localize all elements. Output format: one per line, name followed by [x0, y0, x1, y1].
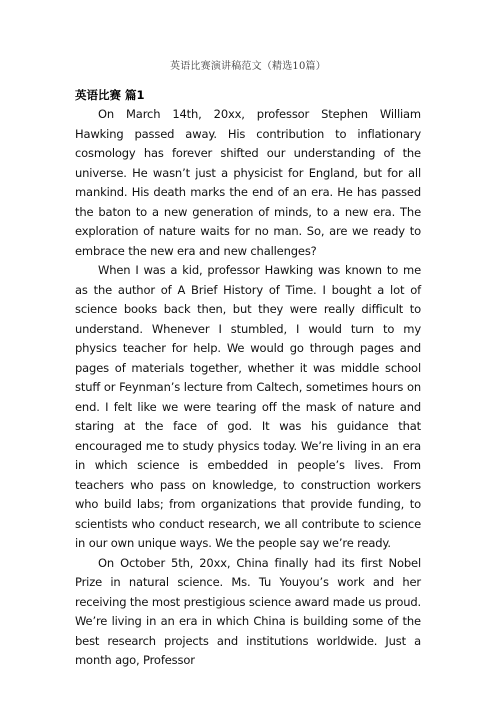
paragraph: On October 5th, 20xx, China finally had its first Nobel Prize in natural science. Ms. Tu Youyou’s work and her receiving the most prestigious science award made us proud. We’re living in an era in which China is building some of the best research projects and institutions worldwide. Just a month ago, Professor — [75, 555, 421, 667]
paragraph: On March 14th, 20xx, professor Stephen William Hawking passed away. His contribution to inflationary cosmology has forever shifted our understanding of the universe. He wasn’t just a physicist for England, but for all mankind. His death marks the end of an era. He has passed the baton to a new generation of minds, to a new era. The exploration of nature waits for no man. So, are we ready to embrace the new era and new challenges? — [75, 107, 421, 258]
paragraph: When I was a kid, professor Hawking was known to me as the author of A Brief History of Time. I bought a lot of science books back then, but they were really difficult to understand. Whenever I stumbled, I would turn to my physics teacher for help. We would go through pages and pages of materials together, whether it was middle school stuff or Feynman’s lecture from Caltech, sometimes hours on end. I felt like we were tearing off the mask of nature and staring at the face of god. It was his guidance that encouraged me to study physics today. We’re living in an era in which science is embedded in people’s lives. From teachers who pass on knowledge, to construction workers who build labs; from organizations that provide funding, to scientists who conduct research, we all contribute to science in our own unique ways. We the people say we’re ready. — [75, 263, 421, 550]
document-body — [75, 86, 421, 671]
section-heading: 英语比赛 篇1 — [75, 88, 145, 102]
page-header-title: 英语比赛演讲稿范文（精选10篇） — [170, 61, 326, 72]
